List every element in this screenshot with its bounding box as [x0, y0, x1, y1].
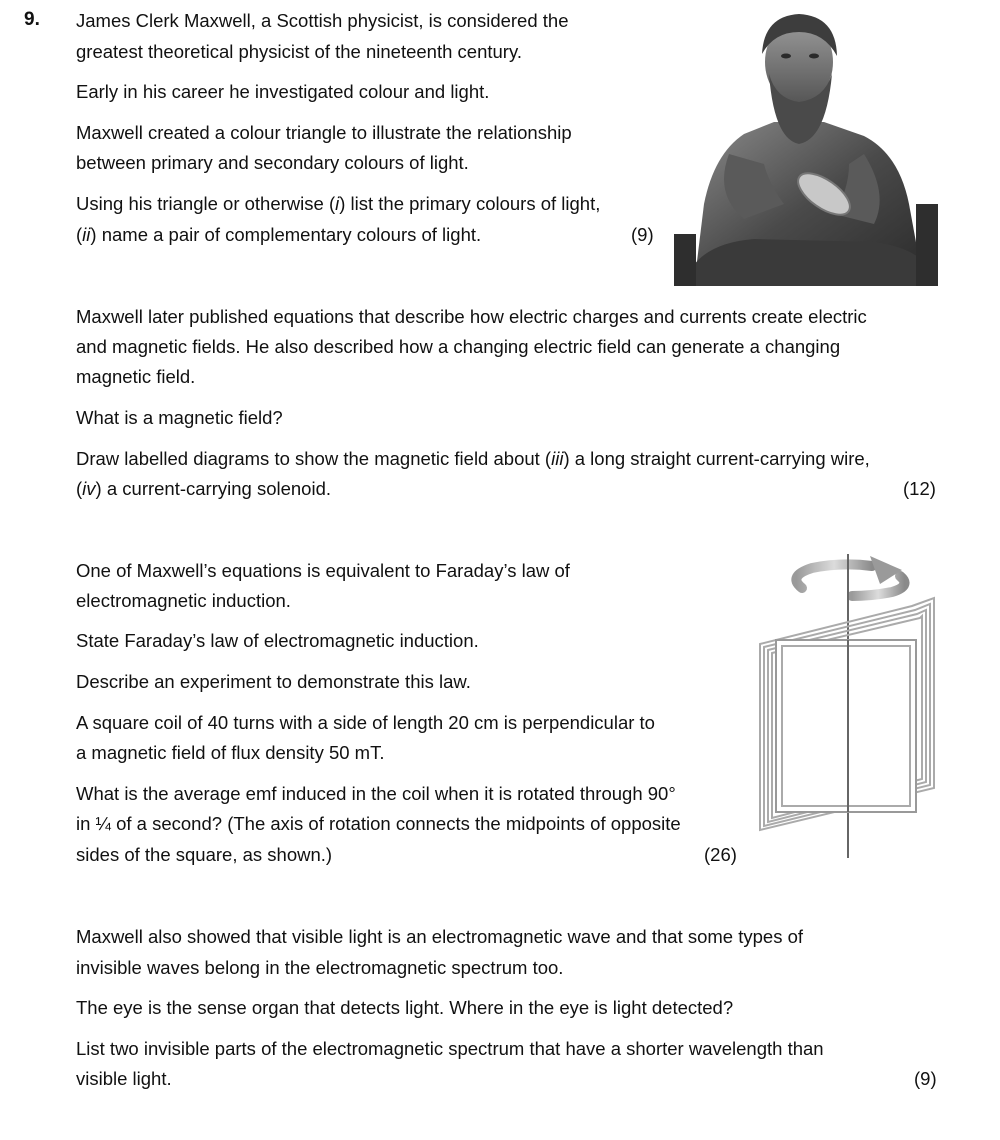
marks-section-1: (9) [631, 224, 654, 245]
em-wave-line-2: invisible waves belong in the electromagnetic spectrum too. [76, 957, 564, 978]
question-part-i: Using his triangle or otherwise (i) list the primary colours of light, [76, 193, 601, 214]
question-part-ii: (ii) name a pair of complementary colours of light. [76, 224, 482, 245]
rotating-square-coil-diagram [752, 548, 942, 863]
emf-line-2: in ¼ of a second? (The axis of rotation connects the midpoints of opposite [76, 813, 681, 834]
invisible-list-line-1: List two invisible parts of the electromagnetic spectrum that have a shorter wavelength than [76, 1038, 824, 1059]
emf-line-3: sides of the square, as shown.) [76, 844, 333, 865]
early-career-text: Early in his career he investigated colour and light. [76, 81, 490, 102]
faraday-describe: Describe an experiment to demonstrate this law. [76, 671, 471, 692]
marks-section-2: (12) [903, 478, 936, 499]
faraday-line-2: electromagnetic induction. [76, 590, 291, 611]
colour-triangle-line-2: between primary and secondary colours of light. [76, 152, 469, 173]
question-part-iii: Draw labelled diagrams to show the magnetic field about (iii) a long straight current-carrying wire, [76, 448, 870, 469]
em-wave-line-1: Maxwell also showed that visible light is an electromagnetic wave and that some types of [76, 926, 804, 947]
eye-question: The eye is the sense organ that detects light. Where in the eye is light detected? [76, 997, 734, 1018]
maxwell-statue-photo [674, 4, 938, 286]
intro-line-1: James Clerk Maxwell, a Scottish physicist, is considered the [76, 10, 569, 31]
equations-line-1: Maxwell later published equations that describe how electric charges and currents create electric [76, 306, 867, 327]
equations-line-2: and magnetic fields. He also described how a changing electric field can generate a changing [76, 336, 841, 357]
question-part-iv: (iv) a current-carrying solenoid. [76, 478, 332, 499]
question-number: 9. [24, 9, 40, 30]
faraday-state: State Faraday’s law of electromagnetic induction. [76, 630, 479, 651]
coil-line-2: a magnetic field of flux density 50 mT. [76, 742, 385, 763]
invisible-list-line-2: visible light. [76, 1068, 172, 1089]
intro-line-2: greatest theoretical physicist of the nineteenth century. [76, 41, 522, 62]
equations-line-3: magnetic field. [76, 366, 196, 387]
marks-section-3: (26) [704, 844, 737, 865]
colour-triangle-line-1: Maxwell created a colour triangle to illustrate the relationship [76, 122, 572, 143]
marks-section-4: (9) [914, 1068, 937, 1089]
emf-line-1: What is the average emf induced in the coil when it is rotated through 90° [76, 783, 676, 804]
coil-line-1: A square coil of 40 turns with a side of length 20 cm is perpendicular to [76, 712, 655, 733]
magnetic-field-question: What is a magnetic field? [76, 407, 283, 428]
faraday-line-1: One of Maxwell’s equations is equivalent to Faraday’s law of [76, 560, 570, 581]
